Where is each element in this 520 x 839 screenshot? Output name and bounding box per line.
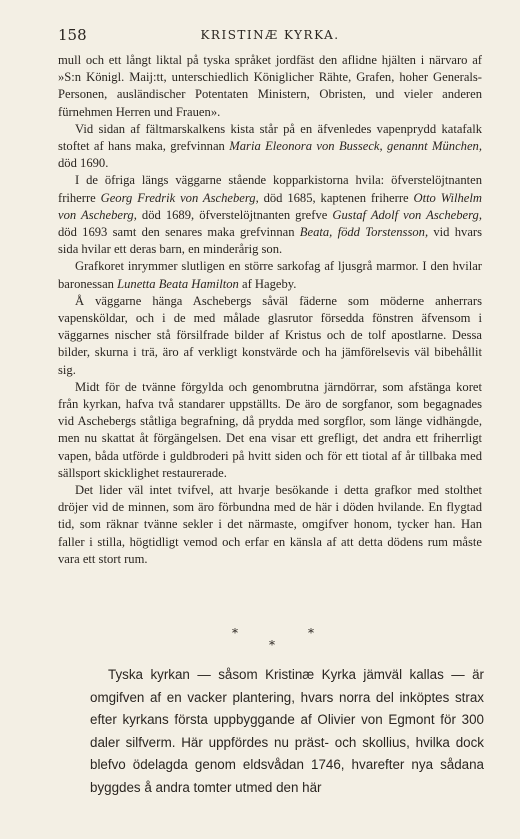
lower-section xyxy=(90,664,484,799)
separator-star: * xyxy=(269,638,275,652)
separator-star: * xyxy=(232,626,238,640)
page-header xyxy=(58,26,482,46)
separator-star: * xyxy=(308,626,314,640)
italic-name: Gustaf Adolf von Ascheberg, xyxy=(332,207,482,222)
text-run: vid hvars sida hvilar ett deras barn, en minderårig son. xyxy=(58,225,483,257)
section-separator xyxy=(58,624,482,654)
text-run: Det lider väl intet tvifvel, att hvarje besökande i detta grafkor med stolthet dröjer vid de minnen, som äro förbundna med de här i döden hvilande. En flygtad tid, som räknar tvänne sekler i det närmaste, omgifver honom, tycker han. Han faller i stilla, högtidligt vemod och erfar en känsla af att detta dödens rum måste vara ett stort rum. xyxy=(58,483,482,566)
italic-name: Lunetta Beata Hamilton xyxy=(117,276,239,291)
italic-name: Beata, född Torstensson, xyxy=(299,225,429,240)
text-run: död 1689, öfverstelöjtnanten grefve xyxy=(136,207,333,222)
body-paragraph xyxy=(58,121,482,173)
page-number: 158 xyxy=(58,26,87,44)
italic-name: Maria Eleonora von Busseck, genannt München, xyxy=(229,139,482,154)
running-title: KRISTINÆ KYRKA. xyxy=(200,28,340,42)
italic-name: Otto Wilhelm von Ascheberg, xyxy=(58,190,482,222)
text-run: Å väggarne hänga Aschebergs såväl fäderne som möderne anherrars vapensköldar, och i de med målade glasrutor försedda fönstren äfvensom i väggarnes nischer stå försilfrade bilder af Kristus och de tolf apostlarne. Dessa bilder, skurna i trä, äro af verkligt konstvärde och ha jämförelsevis väl bibehållit sig. xyxy=(58,293,482,377)
text-run: mull och ett långt liktal på tyska språket jordfäst den aflidne hjälten i närvaro af »S:n Königl. Maij:tt, unterschiedlich Königlicher Rähte, Grafen, hoher Generals-Personen, ausländischer Potentaten Ministern, Obristen, und vieler anderen fürnehmen Herren und Frauen». xyxy=(58,53,482,119)
body-paragraph xyxy=(58,172,482,258)
text-run: I de öfriga längs väggarne stående kopparkistorna hvila: öfverstelöjtnanten friherre xyxy=(58,173,482,205)
body-paragraph xyxy=(58,293,482,379)
lower-paragraph: Tyska kyrkan — såsom Kristinæ Kyrka jämväl kallas — är omgifven af en vacker plantering, hvars norra del inköptes strax efter kyrkans första uppbyggande af Olivier von Egmont för 300 daler silfverm. Här uppfördes nu präst- och skollius, hvilka dock blefvo ödelagda genom eldsvådan 1746, hvarefter nya sådana byggdes å andra tomter utmed den här xyxy=(90,667,484,795)
italic-name: Georg Fredrik von Ascheberg, xyxy=(100,190,259,205)
text-run: död 1690. xyxy=(58,156,109,171)
text-run: af Hageby. xyxy=(238,276,297,291)
text-run: Midt för de tvänne förgylda och genombrutna järndörrar, som afstänga koret från kyrkan, hafva två standarer uppställts. De äro de sorgfanor, som begagnades vid Aschebergs ståtliga begrafning, då prydda med sorgflor, som länge vidhängde, men nu skattat åt förgängelsen. Det ena visar ett grefligt, det andra ett friherrligt vapen, båda utförde i guldbroderi på hvitt siden och för ett tiotal af år tillbaka med sällsport skicklighet restaurerade. xyxy=(58,379,482,480)
body-text xyxy=(58,52,482,568)
body-paragraph xyxy=(58,482,482,568)
text-run: död 1693 samt den senares maka grefvinnan xyxy=(58,225,300,240)
text-run: död 1685, kaptenen friherre xyxy=(258,190,414,205)
body-paragraph xyxy=(58,258,482,292)
text-run: Grafkoret inrymmer slutligen en större sarkofag af ljusgrå marmor. I den hvilar baronessan xyxy=(58,259,482,291)
body-paragraph xyxy=(58,52,482,121)
text-run: Vid sidan af fältmarskalkens kista står på en äfvenledes vapenprydd katafalk stoftet af hans maka, grefvinnan xyxy=(58,121,482,154)
body-paragraph xyxy=(58,379,482,482)
